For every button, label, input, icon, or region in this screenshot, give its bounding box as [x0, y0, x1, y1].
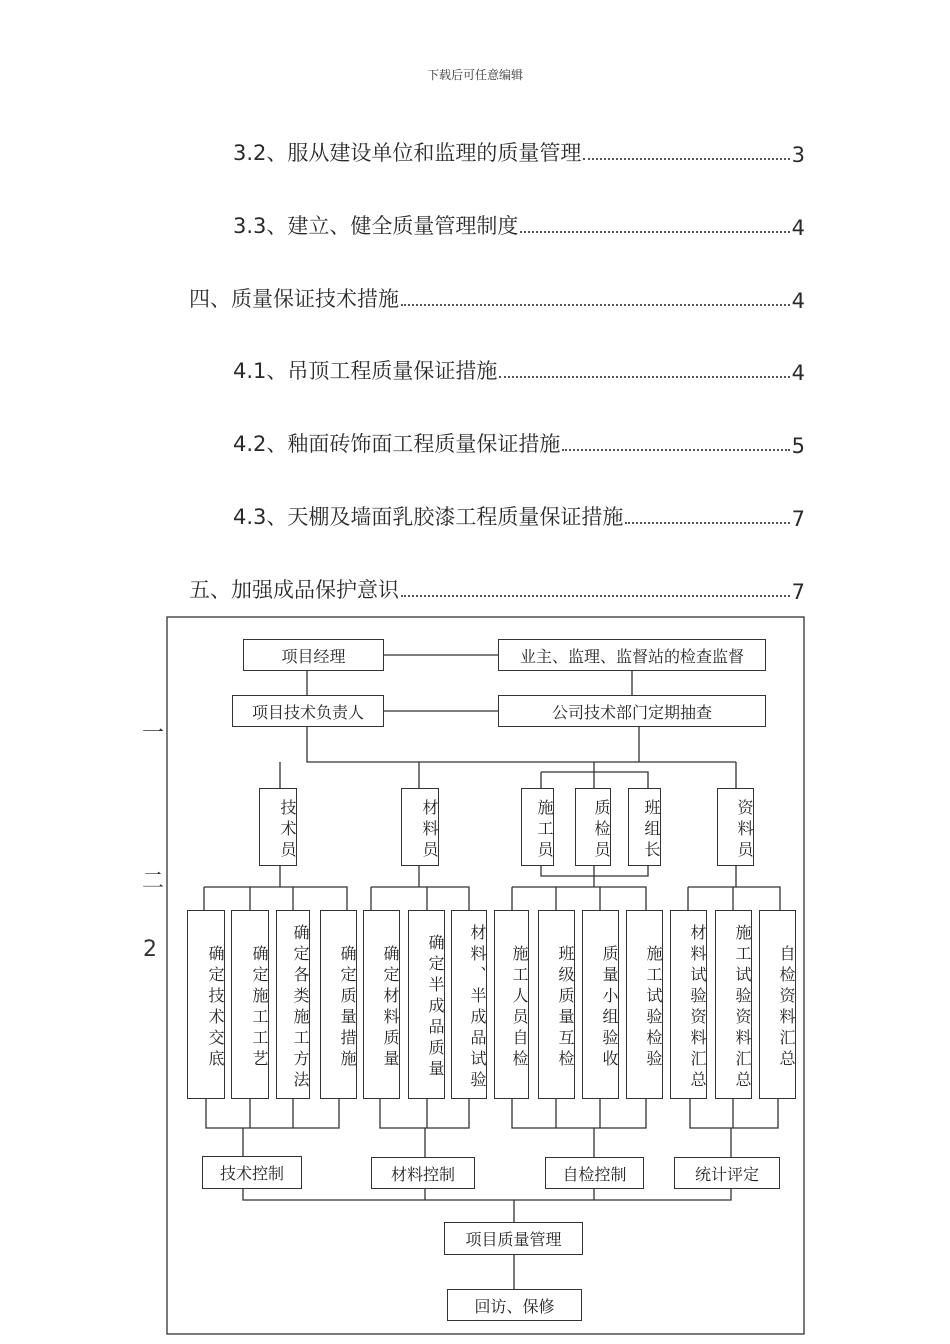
task-box: 确定材料质量: [363, 910, 400, 1099]
role-material-box: 材料员: [401, 788, 439, 866]
role-records-box: 资料员: [717, 788, 754, 866]
connector-material-tasks: [371, 866, 469, 910]
connector-tasks-material-control: [380, 1099, 469, 1157]
task-box: 施工人员自检: [494, 910, 529, 1099]
toc-title: 四、质量保证技术措施: [189, 287, 399, 311]
margin-marker-two: 二: [142, 869, 165, 894]
toc-page: 5: [791, 434, 805, 458]
task-box: 确定技术交底: [187, 910, 225, 1099]
revisit-warranty-box: 回访、保修: [447, 1289, 582, 1321]
toc-title: 五、加强成品保护意识: [189, 578, 399, 602]
material-control-box: 材料控制: [371, 1157, 475, 1189]
stats-evaluation-box: 统计评定: [674, 1157, 780, 1189]
self-check-control-box: 自检控制: [545, 1157, 644, 1189]
task-box: 班级质量互检: [538, 910, 575, 1099]
connector-tasks-stats: [690, 1099, 778, 1157]
role-technician-box: 技术员: [259, 788, 297, 866]
margin-marker-number: 2: [143, 937, 157, 962]
connector-records-tasks: [688, 866, 780, 910]
connector-inspection-tasks: [512, 876, 646, 910]
toc-title: 4.2、釉面砖饰面工程质量保证措施: [233, 432, 561, 456]
toc-page: 4: [791, 361, 805, 385]
task-box: 确定各类施工方法: [276, 910, 310, 1099]
task-box: 施工试验资料汇总: [715, 910, 752, 1099]
tech-control-box: 技术控制: [202, 1156, 302, 1189]
company-check-box: 公司技术部门定期抽查: [498, 695, 766, 727]
connector-role-drops: [280, 762, 736, 788]
owner-supervision-box: 业主、监理、监督站的检查监督: [498, 639, 766, 671]
connector-tasks-tech-control: [206, 1099, 339, 1156]
project-manager-box: 项目经理: [243, 639, 384, 671]
task-box: 质量小组验收: [582, 910, 619, 1099]
task-box: 自检资料汇总: [759, 910, 796, 1099]
role-inspector-box: 质检员: [575, 788, 611, 866]
toc-page: 3: [791, 143, 805, 167]
toc-page: 4: [791, 289, 805, 313]
role-construction-box: 施工员: [521, 788, 554, 866]
role-foreman-box: 班组长: [628, 788, 661, 866]
task-box: 施工试验检验: [626, 910, 663, 1099]
task-box: 确定质量措施: [320, 910, 357, 1099]
toc-page: 4: [791, 216, 805, 240]
connector-tasks-self-control: [512, 1099, 646, 1157]
toc-page: 7: [791, 507, 805, 531]
task-box: 确定施工工艺: [231, 910, 269, 1099]
toc-title: 4.1、吊顶工程质量保证措施: [233, 359, 498, 383]
toc-page: 7: [791, 580, 805, 604]
connector-tech-tasks: [204, 866, 347, 910]
project-quality-mgmt-box: 项目质量管理: [444, 1222, 583, 1255]
tech-lead-box: 项目技术负责人: [232, 695, 384, 727]
toc-title: 4.3、天棚及墙面乳胶漆工程质量保证措施: [233, 505, 624, 529]
toc-title: 3.3、建立、健全质量管理制度: [233, 214, 519, 238]
page-header: 下载后可任意编辑: [426, 68, 523, 82]
task-box: 材料试验资料汇总: [670, 910, 707, 1099]
task-box: 确定半成品质量: [408, 910, 445, 1099]
margin-marker-one: 一: [142, 721, 165, 746]
toc-title: 3.2、服从建设单位和监理的质量管理: [233, 141, 582, 165]
connector-controls-quality: [243, 1189, 731, 1222]
connector-tech-roles: [307, 727, 736, 762]
task-box: 材料、半成品试验: [451, 910, 487, 1099]
